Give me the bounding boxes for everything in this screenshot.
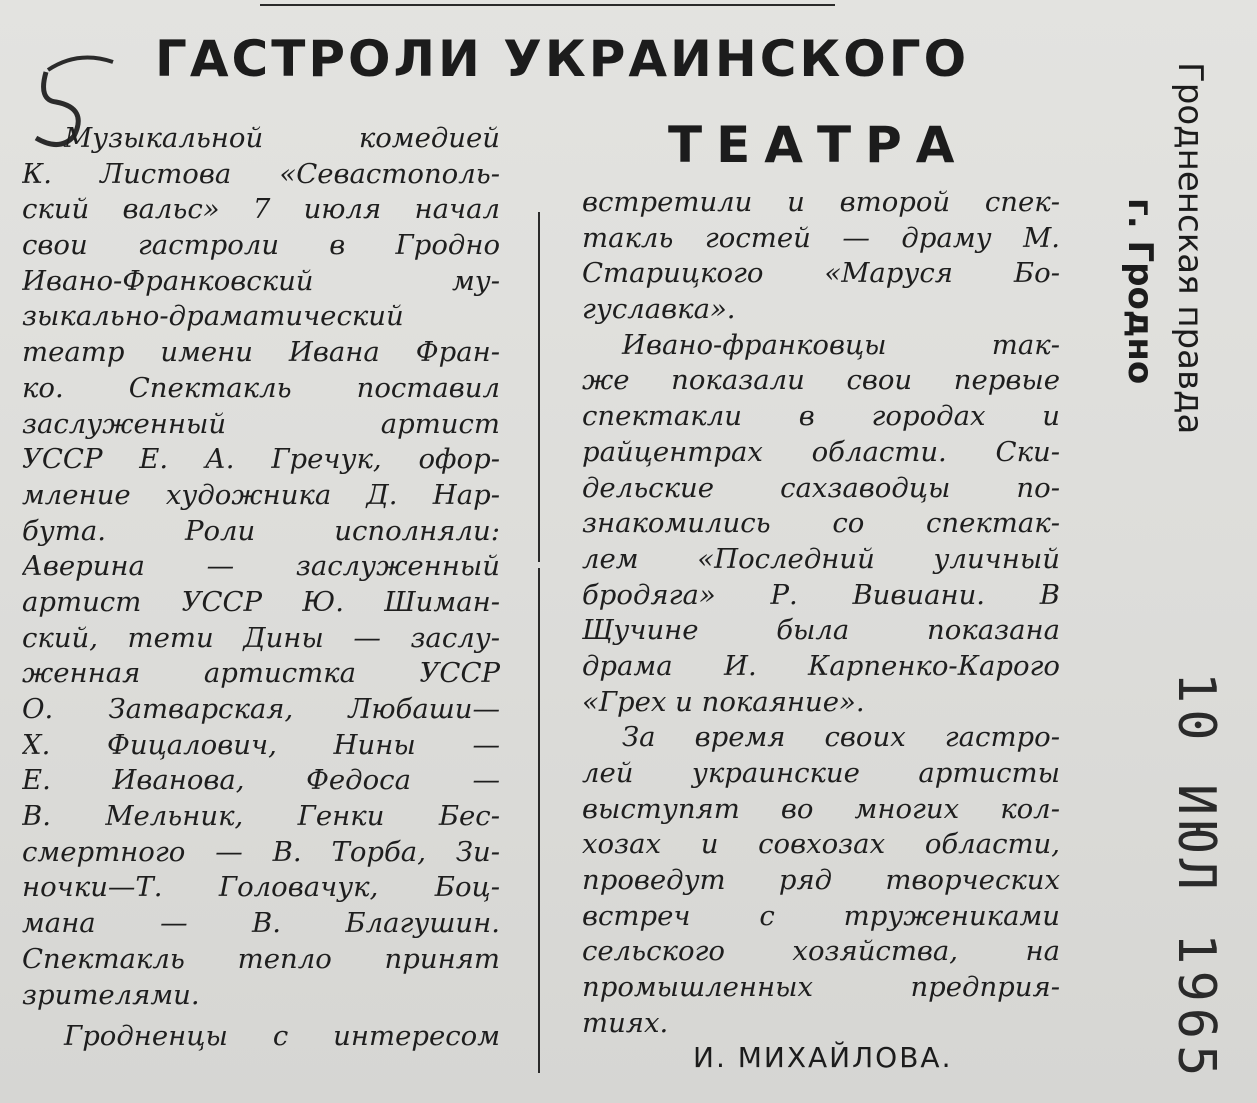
- text-line: ночки—Т. Головачук, Боц-: [22, 871, 500, 904]
- text-line: проведут ряд творческих: [582, 864, 1060, 897]
- text-line: гуславка».: [582, 293, 736, 326]
- text-line: Е. Иванова, Федоса —: [22, 764, 500, 797]
- text-line: сельского хозяйства, на: [582, 935, 1060, 968]
- text-line: встретили и второй спек-: [582, 186, 1060, 218]
- text-line: О. Затварская, Любаши—: [22, 693, 500, 725]
- text-line: тиях.: [582, 1006, 669, 1039]
- article-column-1: [22, 121, 500, 1055]
- text-line: «Грех и покаяние».: [582, 685, 865, 718]
- text-line: Аверина — заслуженный: [22, 550, 500, 583]
- headline-line2: ТЕАТРА: [668, 116, 969, 174]
- text-line: Старицкого «Маруся Бо-: [582, 257, 1060, 290]
- text-line: встреч с тружениками: [582, 899, 1060, 932]
- text-line: женная артистка УССР: [22, 657, 500, 690]
- text-line: же показали свои первые: [582, 364, 1060, 397]
- headline-line1: ГАСТРОЛИ УКРАИНСКОГО: [155, 30, 970, 88]
- text-line: хозах и совхозах области,: [582, 828, 1060, 861]
- text-line: спектакли в городах и: [582, 400, 1060, 433]
- text-line: К. Листова «Севастополь-: [22, 157, 500, 190]
- text-line: Ивано-Франковский му-: [22, 264, 500, 297]
- date-stamp: 10 ИЮЛ 1965: [1166, 672, 1226, 1083]
- text-line: ский вальс» 7 июля начал: [22, 193, 500, 226]
- text-line: зрителями.: [22, 978, 200, 1011]
- text-line: бута. Роли исполняли:: [22, 514, 500, 547]
- column-divider-upper: [538, 212, 540, 562]
- text-line: лем «Последний уличный: [582, 542, 1060, 575]
- text-line: УССР Е. А. Гречук, офор-: [22, 443, 500, 476]
- text-line: зыкально-драматический: [22, 300, 404, 333]
- text-line: артист УССР Ю. Шиман-: [22, 585, 500, 618]
- article-column-2: [582, 185, 1060, 1042]
- text-line: ко. Спектакль поставил: [22, 371, 500, 404]
- text-line: смертного — В. Торба, Зи-: [22, 835, 500, 868]
- text-line: мана — В. Благушин.: [22, 907, 500, 940]
- text-line: выступят во многих кол-: [582, 792, 1060, 825]
- text-line: такль гостей — драму М.: [582, 221, 1060, 254]
- text-line: лей украинские артисты: [582, 757, 1060, 789]
- text-line: заслуженный артист: [22, 407, 500, 440]
- text-line: Гродненцы с интересом: [64, 1020, 500, 1053]
- text-line: райцентрах области. Ски-: [582, 435, 1060, 468]
- text-line: драма И. Карпенко-Карого: [582, 649, 1060, 682]
- text-line: Щучине была показана: [582, 614, 1060, 647]
- text-line: мление художника Д. Нар-: [22, 478, 500, 511]
- newspaper-name-stamp: Гродненская правда: [1170, 62, 1210, 435]
- text-line: театр имени Ивана Фран-: [22, 336, 500, 369]
- author-signature: И. МИХАЙЛОВА.: [693, 1041, 953, 1074]
- text-line: дельские сахзаводцы по-: [582, 471, 1060, 504]
- text-line: Х. Фицалович, Нины —: [22, 728, 500, 761]
- text-line: промышленных предприя-: [582, 971, 1060, 1004]
- text-line: свои гастроли в Гродно: [22, 229, 500, 262]
- text-line: За время своих гастро-: [622, 721, 1060, 754]
- text-line: бродяга» Р. Вивиани. В: [582, 578, 1060, 611]
- text-line: Спектакль тепло принят: [22, 942, 500, 975]
- text-line: ский, тети Дины — заслу-: [22, 621, 500, 654]
- text-line: Ивано-франковцы так-: [622, 328, 1060, 361]
- column-divider-lower: [538, 568, 540, 1073]
- text-line: Музыкальной комедией: [64, 122, 500, 154]
- text-line: знакомились со спектак-: [582, 507, 1060, 540]
- text-line: В. Мельник, Генки Бес-: [22, 800, 500, 833]
- top-rule: [260, 4, 835, 6]
- city-stamp: г. Гродно: [1120, 198, 1160, 385]
